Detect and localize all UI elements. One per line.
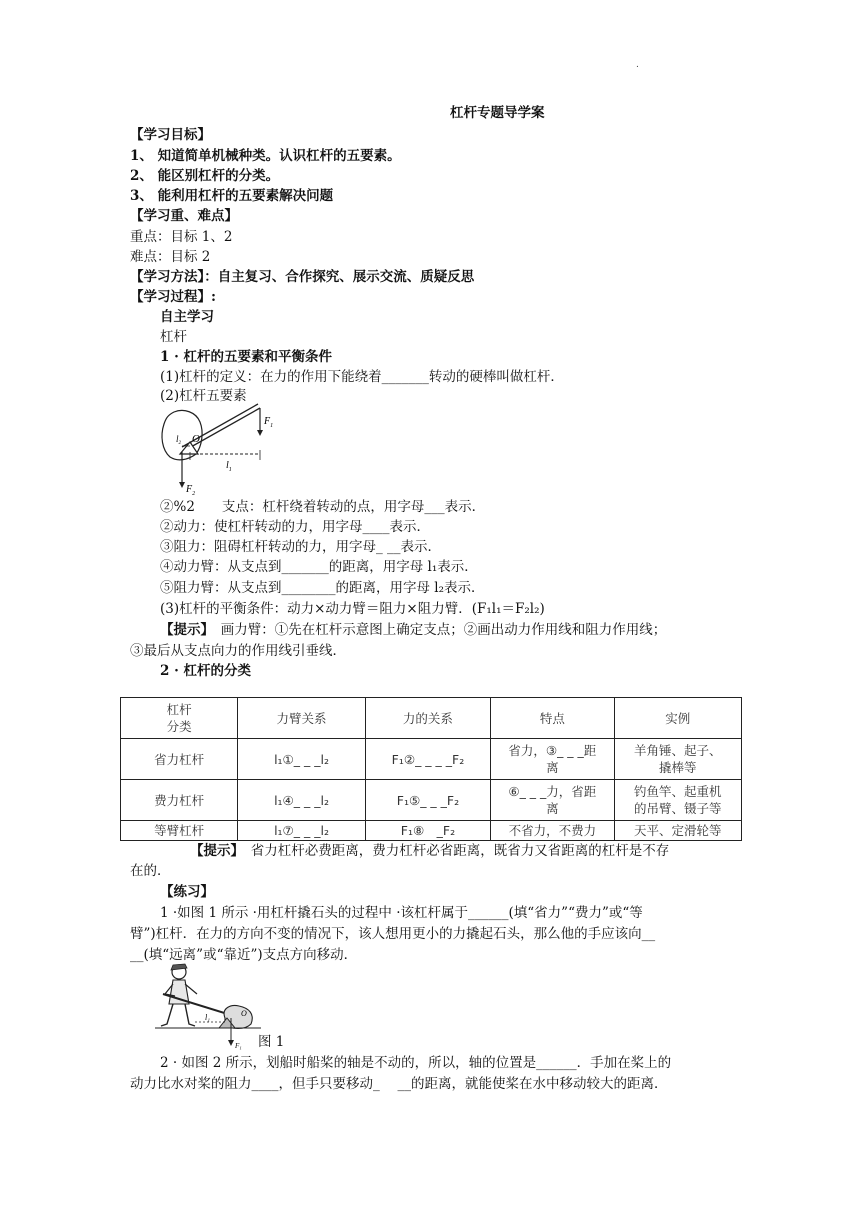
table-cell: 省力杠杆 (121, 739, 238, 780)
f1-arrowhead (257, 430, 263, 436)
table-header: 力臂关系 (238, 698, 365, 739)
f1-label: F₁ (235, 1042, 242, 1050)
goal-item: 1、 知道简单机械种类。认识杠杆的五要素。 (130, 148, 401, 164)
o-label: O (241, 1009, 247, 1018)
table-header: 杠杆 分类 (121, 698, 238, 739)
l1-label: l₁ (205, 1013, 211, 1022)
table-cell: F₁⑧ _F₂ (365, 821, 490, 841)
element-item: ③阻力：阻碍杠杆转动的力，用字母_ __表示． (160, 539, 442, 555)
l2-label: $l_2$ (176, 434, 182, 446)
question-2-line: 动力比水对桨的阻力____，但手只要移动_ __的距离，就能使桨在水中移动较大的距离． (130, 1076, 668, 1092)
table-cell: l₁④_ _ _l₂ (238, 780, 365, 821)
f1-label: $F_1$ (264, 416, 274, 429)
page-dot: . (636, 60, 639, 70)
tip-label: 【提示】 (190, 843, 238, 859)
table-header: 特点 (491, 698, 614, 739)
balance-condition: (3)杠杆的平衡条件：动力×动力臂＝阻力×阻力臂．(F₁l₁＝F₂l₂) (160, 601, 545, 617)
f1-arrowhead (228, 1040, 234, 1046)
element-item: ④动力臂：从支点到_______的距离，用字母 l₁表示． (160, 559, 478, 575)
table-cell: 等臂杠杆 (121, 821, 238, 841)
tip-1-cont: ③最后从支点向力的作用线引垂线． (130, 643, 346, 659)
element-item: ②%2 支点：杠杆绕着转动的点，用字母___表示． (160, 499, 486, 515)
l1-label: $l_1$ (226, 460, 232, 473)
tip-2-cont: 在的． (130, 863, 171, 879)
difficulty-line: 难点：目标 2 (130, 249, 211, 265)
lever-diagram (158, 402, 278, 497)
page-title: 杠杆专题导学案 (450, 105, 545, 121)
question-1-line: 1 ·如图 1 所示 ·用杠杆撬石头的过程中 ·该杠杆属于______(填“省力”“费力”或“等 (160, 905, 643, 921)
tip-text: 画力臂：①先在杠杆示意图上确定支点；②画出动力作用线和阻力作用线； (207, 622, 667, 638)
person-legs (161, 1004, 195, 1026)
table-cell: 不省力，不费力 (491, 821, 614, 841)
table-cell: ⑥_ _ _力，省距 离 (491, 780, 614, 821)
table-cell: F₁②_ _ _ _F₂ (365, 739, 490, 780)
tip-text: 省力杠杆必费距离，费力杠杆必省距离，既省力又省距离的杠杆是不存 (237, 843, 670, 859)
goal-item: 2、 能区别杠杆的分类。 (130, 168, 280, 184)
tip-1 (160, 621, 666, 639)
table-cell: 天平、定滑轮等 (614, 821, 741, 841)
question-2-line: 2 · 如图 2 所示，划船时船桨的轴是不动的，所以，轴的位置是______．手加在桨上的 (160, 1055, 672, 1071)
section2-heading: 2 · 杠杆的分类 (160, 663, 251, 679)
process-heading: 【学习过程】: (130, 289, 216, 305)
self-study-label: 自主学习 (160, 309, 214, 325)
element-item: ②动力：使杠杆转动的力，用字母____表示． (160, 519, 430, 535)
table-cell: 费力杠杆 (121, 780, 238, 821)
table-header-row (121, 698, 742, 739)
table-row (121, 821, 742, 841)
lever-classification-table (120, 697, 742, 841)
figure-1-illustration (155, 960, 265, 1052)
table-cell: 省力，③_ _ _距 离 (491, 739, 614, 780)
goal-item: 3、 能利用杠杆的五要素解决问题 (130, 188, 334, 204)
table-cell: l₁①_ _ _l₂ (238, 739, 365, 780)
method-line: 【学习方法】：自主复习、合作探究、展示交流、质疑反思 (130, 269, 475, 285)
f2-arrowhead (179, 482, 185, 488)
tip-label: 【提示】 (160, 622, 208, 638)
figure-1-caption: 图 1 (258, 1034, 285, 1050)
table-cell: 羊角锤、起子、 撬棒等 (614, 739, 741, 780)
o-label: O (192, 433, 200, 445)
table-header: 实例 (614, 698, 741, 739)
exercise-heading: 【练习】 (160, 884, 214, 900)
table-header: 力的关系 (365, 698, 490, 739)
goals-heading: 【学习目标】 (130, 127, 211, 143)
table-row (121, 739, 742, 780)
f2-label: $F_2$ (186, 484, 196, 497)
table-row (121, 780, 742, 821)
keypoints-heading: 【学习重、难点】 (130, 208, 238, 224)
question-1-line: __(填“远离”或“靠近”)支点方向移动． (130, 947, 358, 963)
table-cell: F₁⑤_ _ _F₂ (365, 780, 490, 821)
tip-2 (190, 842, 669, 860)
five-elements-label: (2)杠杆五要素 (160, 388, 247, 404)
table-cell: l₁⑦_ _ _l₂ (238, 821, 365, 841)
lever-definition: (1)杠杆的定义：在力的作用下能绕着_______转动的硬棒叫做杠杆． (160, 369, 564, 385)
lever-label: 杠杆 (160, 329, 187, 345)
table-cell: 钓鱼竿、起重机 的吊臂、镊子等 (614, 780, 741, 821)
element-item: ⑤阻力臂：从支点到________的距离，用字母 l₂表示． (160, 580, 485, 596)
section1-heading: 1 · 杠杆的五要素和平衡条件 (160, 349, 332, 365)
question-1-line: 臂”)杠杆．在力的方向不变的情况下，该人想用更小的力撬起石头，那么他的手应该向__ (130, 926, 656, 942)
focus-line: 重点：目标 1、2 (130, 229, 233, 245)
